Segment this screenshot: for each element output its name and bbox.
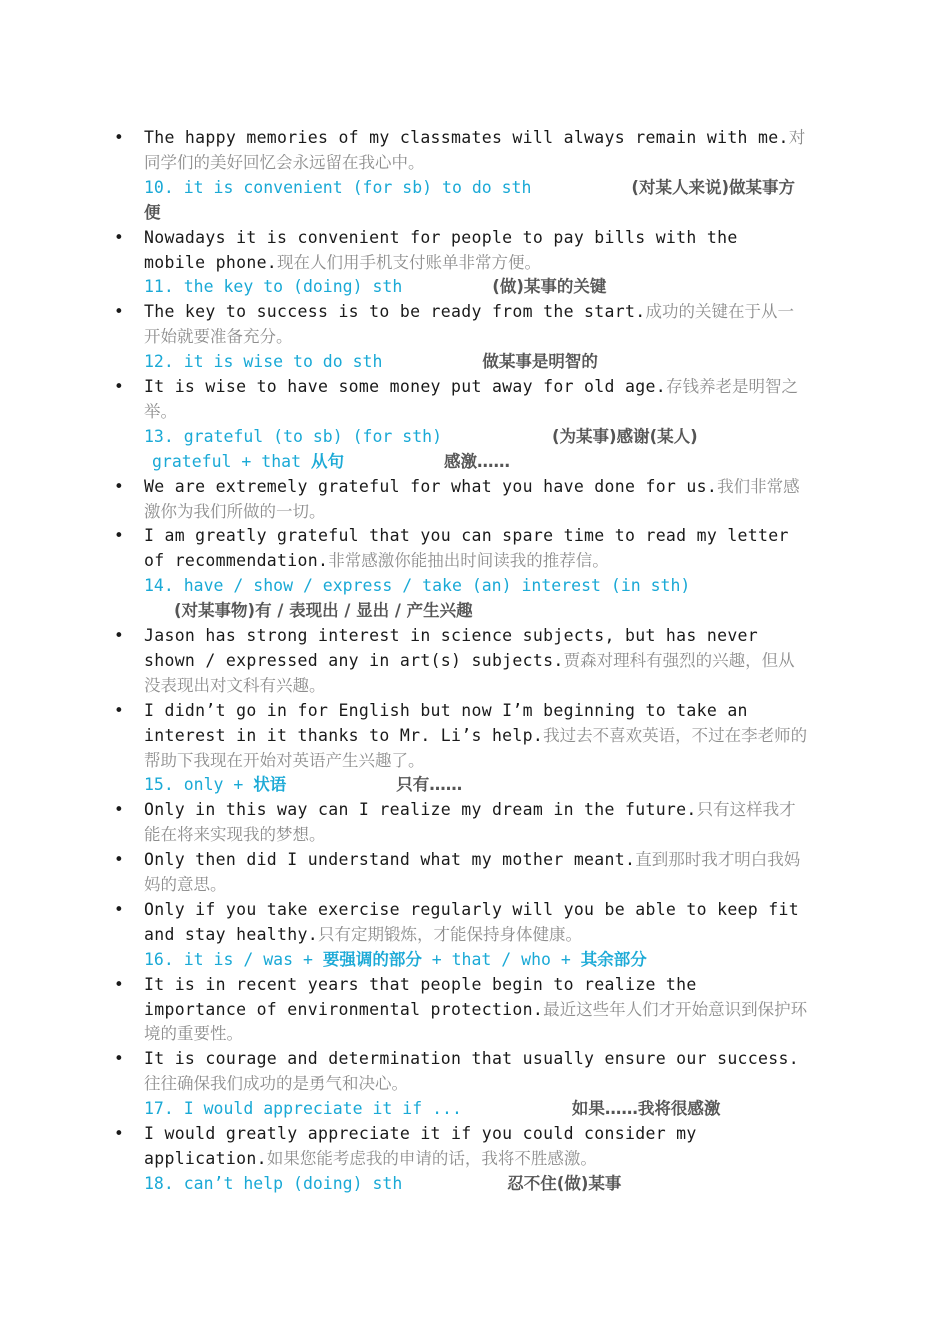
chinese-translation: 我们非常感激你为我们所做的一切。 (144, 476, 800, 521)
chinese-translation: 贾森对理科有强烈的兴趣，但从没表现出对文科有兴趣。 (144, 650, 795, 695)
english-text: Only then did I understand what my mother meant. (144, 850, 636, 870)
example-sentence (144, 126, 808, 176)
example-sentence (144, 798, 808, 848)
example-sentence (144, 898, 808, 948)
english-text: Only in this way can I realize my dream in the future. (144, 800, 697, 820)
english-text: It is wise to have some money put away for old age. (144, 377, 666, 396)
phrase-heading (144, 275, 808, 300)
english-text: Only if you take exercise regularly will you be able to keep fit and stay healthy. (144, 899, 799, 944)
phrase-heading (144, 176, 808, 226)
phrase-heading (144, 450, 808, 475)
example-sentence (144, 848, 808, 898)
example-sentence (144, 524, 808, 574)
phrase-heading (144, 1097, 808, 1122)
example-sentence (144, 475, 808, 525)
phrase-text: 16. it is / was + 要强调的部分 + that / who + 其余部分 (144, 949, 647, 969)
phrase-meaning: 如果……我将很感激 (571, 1099, 721, 1119)
phrase-heading (144, 773, 808, 798)
phrase-meaning: 感激…… (443, 451, 510, 471)
example-sentence (144, 1047, 808, 1097)
english-text: It is in recent years that people begin to realize the importance of environmental protection. (144, 974, 697, 1019)
phrase-text: 10. it is convenient (for sb) to do sth (144, 177, 532, 197)
english-text: The happy memories of my classmates will always remain with me. (144, 128, 789, 147)
example-sentence (144, 624, 808, 699)
example-sentence (144, 1122, 808, 1172)
chinese-translation: 最近这些年人们才开始意识到保护环境的重要性。 (144, 999, 808, 1044)
phrase-heading (144, 1172, 808, 1197)
chinese-translation: 直到那时我才明白我妈妈的意思。 (144, 850, 801, 894)
phrase-text: 18. can’t help (doing) sth (144, 1173, 403, 1193)
english-text: We are extremely grateful for what you have done for us. (144, 476, 718, 496)
phrase-meaning: (为某事)感谢(某人) (552, 426, 698, 446)
english-text: It is courage and determination that usually ensure our success. (144, 1049, 799, 1069)
chinese-translation: 只有定期锻炼，才能保持身体健康。 (317, 924, 582, 944)
english-text: I didn’t go in for English but now I’m beginning to take an interest in it thanks to Mr. Li’s help. (144, 700, 748, 745)
english-text: I am greatly grateful that you can spare time to read my letter of recommendation. (144, 526, 789, 571)
phrase-text: grateful + that 从句 (152, 451, 344, 471)
example-sentence (144, 300, 808, 350)
phrase-meaning: 做某事是明智的 (482, 352, 598, 372)
chinese-translation: 如果您能考虑我的申请的话，我将不胜感激。 (266, 1148, 597, 1168)
phrase-meaning: 忍不住(做)某事 (507, 1173, 622, 1193)
phrase-heading (144, 574, 808, 599)
phrase-heading (144, 350, 808, 375)
english-text: Jason has strong interest in science subjects, but has never shown / expressed any in art(s) subjects. (144, 626, 759, 670)
phrase-text: 14. have / show / express / take (an) interest (in sth) (144, 576, 691, 596)
phrase-text: 11. the key to (doing) sth (144, 277, 403, 297)
phrase-text: 15. only + 状语 (144, 775, 287, 795)
phrase-text: 17. I would appreciate it if ... (144, 1099, 462, 1119)
chinese-translation: 非常感激你能抽出时间读我的推荐信。 (328, 551, 609, 571)
chinese-translation: 成功的关键在于从一开始就要准备充分。 (144, 302, 794, 347)
phrase-heading (144, 425, 808, 450)
english-text: Nowadays it is convenient for people to pay bills with the mobile phone. (144, 227, 738, 272)
phrase-text: 12. it is wise to do sth (144, 352, 383, 372)
example-sentence (144, 973, 808, 1048)
phrase-text: 13. grateful (to sb) (for sth) (144, 426, 443, 446)
chinese-translation: 只有这样我才能在将来实现我的梦想。 (144, 800, 796, 845)
phrase-heading (144, 948, 808, 973)
chinese-translation: 往往确保我们成功的是勇气和决心。 (144, 1074, 408, 1094)
example-sentence (144, 375, 808, 425)
example-sentence (144, 226, 808, 276)
english-text: The key to success is to be ready from the start. (144, 302, 646, 322)
phrase-meaning: 只有…… (396, 775, 463, 795)
chinese-translation: 我过去不喜欢英语，不过在李老师的帮助下我现在开始对英语产生兴趣了。 (144, 725, 808, 770)
chinese-translation: 存钱养老是明智之举。 (144, 377, 798, 421)
english-text: I would greatly appreciate it if you could consider my application. (144, 1123, 697, 1168)
chinese-translation: 现在人们用手机支付账单非常方便。 (277, 252, 542, 272)
phrase-meaning: (对某事物)有 / 表现出 / 显出 / 产生兴趣 (174, 601, 473, 621)
document-content (144, 126, 808, 1197)
phrase-meaning: (做)某事的关键 (492, 277, 607, 297)
phrase-heading-meaning-line (144, 599, 808, 624)
chinese-translation: 对同学们的美好回忆会永远留在我心中。 (144, 128, 806, 172)
phrase-meaning: (对某人来说)做某事方便 (144, 177, 796, 222)
example-sentence (144, 699, 808, 774)
